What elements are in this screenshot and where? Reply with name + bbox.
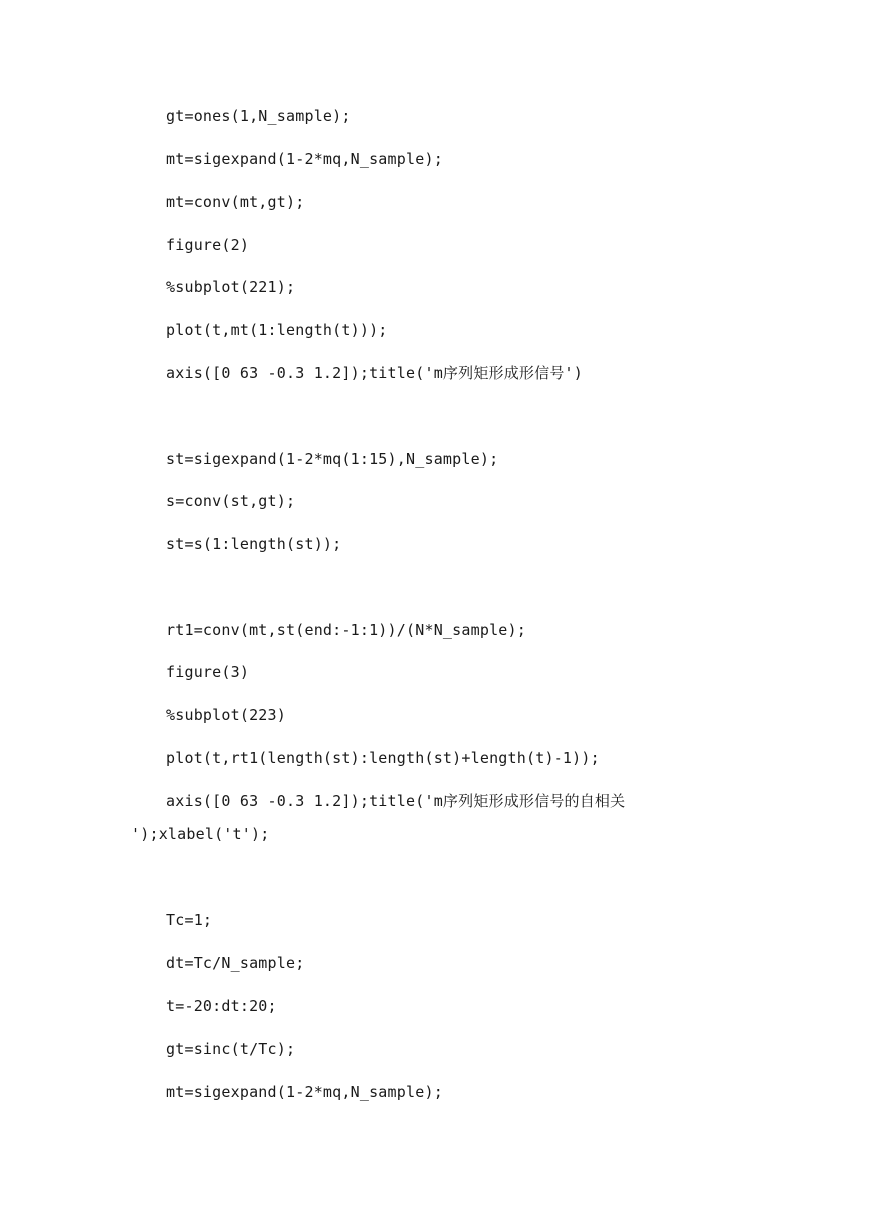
code-line: gt=sinc(t/Tc); xyxy=(166,1040,296,1058)
code-line-continuation: ');xlabel('t'); xyxy=(131,825,270,843)
code-line: st=s(1:length(st)); xyxy=(166,535,342,553)
code-line: axis([0 63 -0.3 1.2]);title('m序列矩形成形信号') xyxy=(166,364,583,382)
code-line: figure(2) xyxy=(166,236,250,254)
code-line: st=sigexpand(1-2*mq(1:15),N_sample); xyxy=(166,450,499,468)
code-line: axis([0 63 -0.3 1.2]);title('m序列矩形成形信号的自相关 xyxy=(166,792,626,810)
code-line: Tc=1; xyxy=(166,911,213,929)
code-line: dt=Tc/N_sample; xyxy=(166,954,305,972)
code-line: figure(3) xyxy=(166,663,250,681)
code-line: plot(t,mt(1:length(t))); xyxy=(166,321,388,339)
code-line: mt=sigexpand(1-2*mq,N_sample); xyxy=(166,1083,443,1101)
code-line: mt=sigexpand(1-2*mq,N_sample); xyxy=(166,150,443,168)
code-line: %subplot(223) xyxy=(166,706,286,724)
code-line: gt=ones(1,N_sample); xyxy=(166,107,351,125)
code-line: s=conv(st,gt); xyxy=(166,492,296,510)
code-line: rt1=conv(mt,st(end:-1:1))/(N*N_sample); xyxy=(166,621,526,639)
code-line: mt=conv(mt,gt); xyxy=(166,193,305,211)
code-line: plot(t,rt1(length(st):length(st)+length(t)-1)); xyxy=(166,749,600,767)
code-line: %subplot(221); xyxy=(166,278,296,296)
code-line: t=-20:dt:20; xyxy=(166,997,277,1015)
